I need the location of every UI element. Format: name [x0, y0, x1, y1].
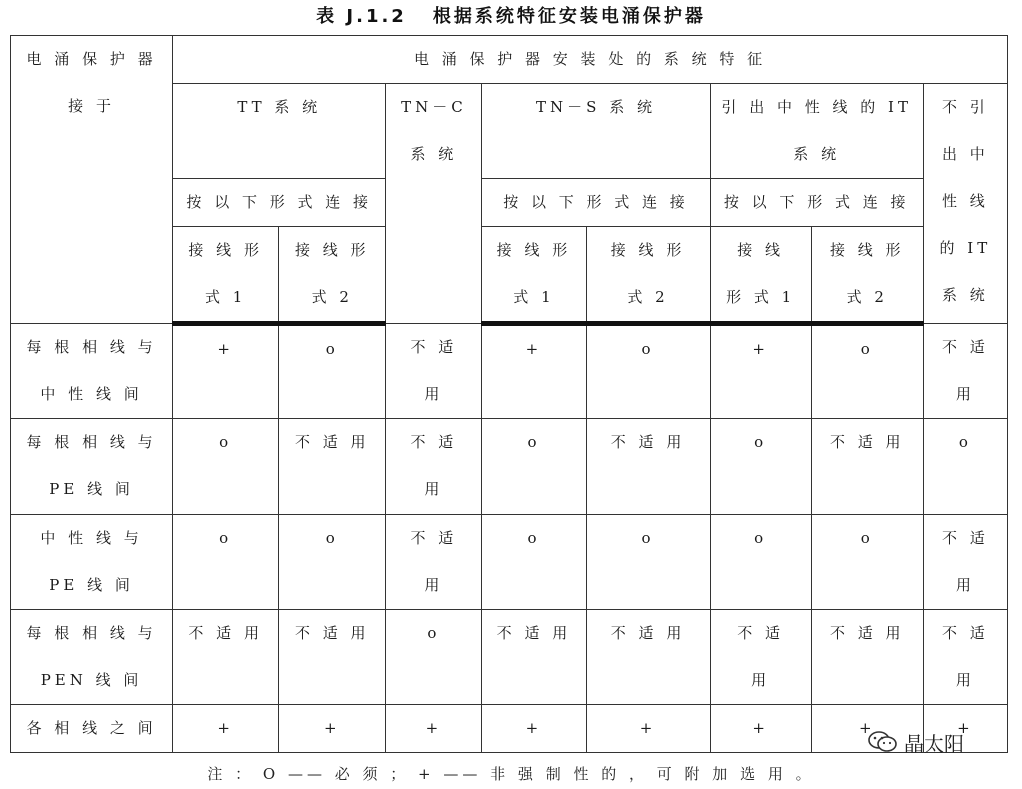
- table-cell: o: [173, 514, 279, 609]
- it-form2-header: 接 线 形 式 2: [811, 227, 923, 324]
- table-cell: 不 适 用: [923, 324, 1007, 419]
- table-note: 注 ： O —— 必 须 ； + —— 非 强 制 性 的 ， 可 附 加 选 用 。: [207, 765, 815, 783]
- table-cell: o: [279, 324, 386, 419]
- table-cell: +: [482, 324, 586, 419]
- tt-connect-header: 按 以 下 形 式 连 接: [173, 179, 386, 227]
- table-cell: +: [482, 704, 586, 752]
- table-cell: 不 适 用: [586, 419, 710, 514]
- table-cell: o: [811, 514, 923, 609]
- it-form1-header: 接 线 形 式 1: [710, 227, 811, 324]
- surge-protector-table: [10, 35, 1008, 753]
- table-cell: +: [923, 704, 1007, 752]
- table-cell: 不 适 用: [923, 609, 1007, 704]
- table-cell: +: [279, 704, 386, 752]
- it-neutral-header: 引 出 中 性 线 的 IT 系 统: [710, 84, 923, 179]
- table-cell: +: [710, 704, 811, 752]
- it-no-neutral-header: 不 引 出 中 性 线 的 IT 系 统: [923, 84, 1007, 324]
- table-cell: 不 适 用: [173, 609, 279, 704]
- table-row: [11, 704, 1008, 752]
- table-cell: +: [386, 704, 482, 752]
- row-label: 每 根 相 线 与 中 性 线 间: [11, 324, 173, 419]
- table-title: [0, 2, 1022, 28]
- table-cell: o: [710, 419, 811, 514]
- tns-form2-header: 接 线 形 式 2: [586, 227, 710, 324]
- table-cell: +: [173, 704, 279, 752]
- corner-header: 电 涌 保 护 器 接 于: [11, 36, 173, 324]
- table-cell: +: [586, 704, 710, 752]
- table-cell: o: [811, 324, 923, 419]
- table-cell: +: [173, 324, 279, 419]
- table-cell: o: [386, 609, 482, 704]
- row-label: 中 性 线 与 PE 线 间: [11, 514, 173, 609]
- watermark: [868, 726, 1018, 758]
- tt-system-header: TT 系 统: [173, 84, 386, 179]
- table-row: [11, 609, 1008, 704]
- watermark-text: 晶太阳: [904, 731, 964, 756]
- row-label: 每 根 相 线 与 PE 线 间: [11, 419, 173, 514]
- table-cell: o: [482, 419, 586, 514]
- tt-form1-header: 接 线 形 式 1: [173, 227, 279, 324]
- tnc-system-header: TN－C 系 统: [386, 84, 482, 324]
- tns-connect-header: 按 以 下 形 式 连 接: [482, 179, 710, 227]
- table-row: [11, 514, 1008, 609]
- tns-system-header: TN－S 系 统: [482, 84, 710, 179]
- table-cell: 不 适 用: [386, 324, 482, 419]
- table-cell: 不 适 用: [811, 609, 923, 704]
- row-label: 各 相 线 之 间: [11, 704, 173, 752]
- table-cell: 不 适 用: [279, 419, 386, 514]
- table-cell: o: [710, 514, 811, 609]
- tt-form2-header: 接 线 形 式 2: [279, 227, 386, 324]
- table-cell: +: [710, 324, 811, 419]
- table-cell: 不 适 用: [811, 419, 923, 514]
- table-cell: o: [482, 514, 586, 609]
- system-features-header: 电 涌 保 护 器 安 装 处 的 系 统 特 征: [173, 36, 1008, 84]
- row-label: 每 根 相 线 与 PEN 线 间: [11, 609, 173, 704]
- table-cell: o: [586, 324, 710, 419]
- table-row: [11, 324, 1008, 419]
- table-cell: 不 适 用: [386, 514, 482, 609]
- table-row: [11, 419, 1008, 514]
- table-cell: 不 适 用: [923, 514, 1007, 609]
- table-cell: o: [279, 514, 386, 609]
- table-cell: o: [923, 419, 1007, 514]
- table-number: 表 J.1.2: [316, 6, 407, 27]
- table-cell: 不 适 用: [586, 609, 710, 704]
- table-cell: o: [173, 419, 279, 514]
- wechat-icon: [868, 730, 898, 754]
- table-cell: 不 适 用: [710, 609, 811, 704]
- it-connect-header: 按 以 下 形 式 连 接: [710, 179, 923, 227]
- table-cell: o: [586, 514, 710, 609]
- table-cell: 不 适 用: [386, 419, 482, 514]
- table-cell: +: [811, 704, 923, 752]
- table-title-text: 根据系统特征安装电涌保护器: [432, 6, 706, 27]
- table-cell: 不 适 用: [279, 609, 386, 704]
- table-cell: 不 适 用: [482, 609, 586, 704]
- tns-form1-header: 接 线 形 式 1: [482, 227, 586, 324]
